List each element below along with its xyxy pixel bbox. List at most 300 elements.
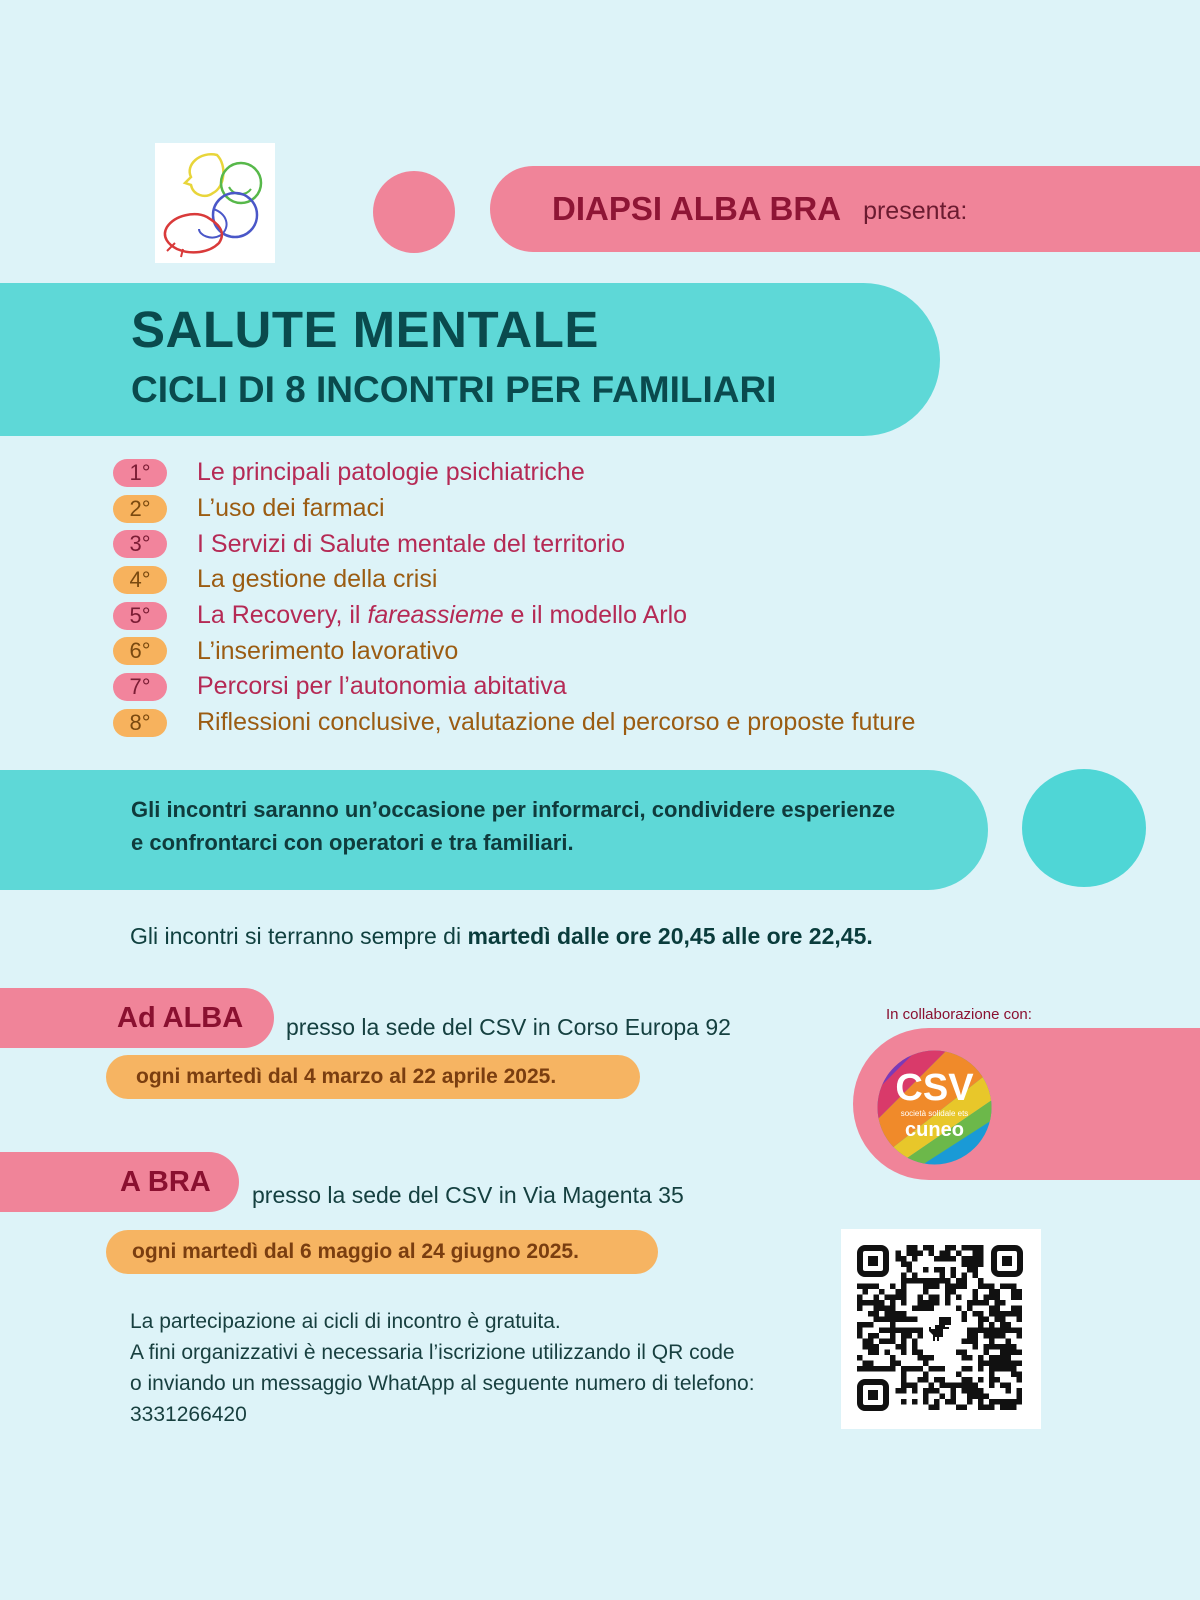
qr-module — [1017, 1388, 1023, 1394]
qr-module — [989, 1366, 995, 1372]
qr-module — [1011, 1361, 1017, 1367]
topic-text-start: La Recovery, il — [197, 601, 368, 630]
qr-module — [874, 1300, 880, 1306]
qr-module — [978, 1251, 984, 1257]
topic-badge: 4° — [113, 566, 167, 594]
qr-module — [923, 1300, 929, 1306]
qr-module — [907, 1267, 913, 1273]
qr-module — [934, 1388, 940, 1394]
faces-logo-icon — [155, 143, 275, 263]
presenta-banner — [490, 166, 1200, 252]
info-line: Gli incontri saranno un’occasione per informarci, condividere esperienze — [131, 797, 896, 822]
qr-module — [863, 1322, 869, 1328]
qr-module — [945, 1295, 951, 1301]
qr-module — [907, 1245, 913, 1251]
qr-module — [967, 1267, 973, 1273]
qr-module — [896, 1289, 902, 1295]
qr-module — [912, 1306, 918, 1312]
alba-tab — [0, 988, 274, 1048]
qr-module — [912, 1278, 918, 1284]
qr-module — [885, 1366, 891, 1372]
qr-module — [962, 1284, 968, 1290]
topic-text: Percorsi per l’autonomia abitativa — [197, 672, 567, 701]
qr-module — [901, 1388, 907, 1394]
qr-module — [940, 1256, 946, 1262]
qr-module — [912, 1245, 918, 1251]
qr-module — [984, 1394, 990, 1400]
qr-module — [890, 1284, 896, 1290]
qr-module — [929, 1306, 935, 1312]
qr-module — [890, 1366, 896, 1372]
qr-module — [989, 1289, 995, 1295]
qr-module — [962, 1278, 968, 1284]
qr-module — [863, 1361, 869, 1367]
qr-module — [918, 1278, 924, 1284]
qr-module — [995, 1289, 1001, 1295]
qr-module — [989, 1295, 995, 1301]
qr-module — [885, 1311, 891, 1317]
qr-module — [912, 1317, 918, 1323]
qr-module — [896, 1317, 902, 1323]
qr-module — [868, 1366, 874, 1372]
qr-module — [945, 1383, 951, 1389]
qr-module — [1006, 1405, 1012, 1411]
qr-module — [951, 1284, 957, 1290]
qr-module — [1011, 1328, 1017, 1334]
qr-module — [868, 1361, 874, 1367]
qr-module — [907, 1328, 913, 1334]
qr-module — [1006, 1388, 1012, 1394]
qr-module — [984, 1284, 990, 1290]
topic-text-emphasis: fareassieme — [367, 601, 504, 630]
qr-module — [1017, 1328, 1023, 1334]
qr-module — [989, 1322, 995, 1328]
topic-badge: 5° — [113, 602, 167, 630]
qr-module — [874, 1366, 880, 1372]
qr-module — [951, 1383, 957, 1389]
qr-module — [995, 1317, 1001, 1323]
qr-module — [896, 1344, 902, 1350]
qr-module — [978, 1366, 984, 1372]
qr-module — [874, 1344, 880, 1350]
qr-module — [890, 1361, 896, 1367]
qr-module — [890, 1355, 896, 1361]
qr-module — [962, 1383, 968, 1389]
qr-module — [890, 1328, 896, 1334]
qr-module — [901, 1344, 907, 1350]
qr-module — [951, 1388, 957, 1394]
qr-module — [973, 1256, 979, 1262]
qr-module — [989, 1339, 995, 1345]
qr-module — [940, 1366, 946, 1372]
qr-code-icon[interactable] — [841, 1229, 1041, 1429]
qr-module — [1011, 1399, 1017, 1405]
qr-module — [879, 1366, 885, 1372]
qr-module — [989, 1284, 995, 1290]
qr-module — [973, 1295, 979, 1301]
qr-module — [978, 1405, 984, 1411]
qr-module — [945, 1284, 951, 1290]
qr-module — [1000, 1328, 1006, 1334]
csv-cuneo-logo-icon — [877, 1050, 992, 1165]
qr-module — [989, 1328, 995, 1334]
qr-module — [989, 1361, 995, 1367]
page-title: SALUTE MENTALE — [131, 301, 599, 358]
bra-dates: ogni martedì dal 6 maggio al 24 giugno 2025. — [132, 1240, 579, 1263]
qr-module — [901, 1300, 907, 1306]
qr-module — [940, 1267, 946, 1273]
qr-module — [923, 1355, 929, 1361]
qr-module — [863, 1339, 869, 1345]
qr-module — [879, 1317, 885, 1323]
qr-module — [868, 1322, 874, 1328]
qr-module — [962, 1339, 968, 1345]
qr-module — [978, 1322, 984, 1328]
qr-module — [1000, 1366, 1006, 1372]
qr-module — [918, 1350, 924, 1356]
qr-module — [885, 1339, 891, 1345]
qr-module — [989, 1333, 995, 1339]
qr-module — [967, 1300, 973, 1306]
qr-module — [962, 1377, 968, 1383]
qr-module — [978, 1278, 984, 1284]
qr-module — [1006, 1322, 1012, 1328]
qr-module — [940, 1273, 946, 1279]
bra-tab — [0, 1152, 239, 1212]
topic-text: Le principali patologie psichiatriche — [197, 458, 585, 487]
qr-module — [918, 1366, 924, 1372]
qr-module — [978, 1311, 984, 1317]
qr-module — [1000, 1361, 1006, 1367]
qr-module — [863, 1366, 869, 1372]
qr-module — [995, 1361, 1001, 1367]
qr-module — [901, 1289, 907, 1295]
footer-line: A fini organizzativi è necessaria l’iscrizione utilizzando il QR code — [130, 1341, 735, 1364]
qr-module — [1006, 1355, 1012, 1361]
qr-module — [962, 1388, 968, 1394]
qr-module — [857, 1333, 863, 1339]
qr-module — [890, 1300, 896, 1306]
qr-module — [1017, 1350, 1023, 1356]
qr-module — [973, 1333, 979, 1339]
bra-label: A BRA — [120, 1165, 211, 1198]
qr-module — [912, 1344, 918, 1350]
qr-module — [973, 1394, 979, 1400]
qr-module — [912, 1388, 918, 1394]
qr-module — [1006, 1366, 1012, 1372]
qr-module — [863, 1300, 869, 1306]
qr-module — [901, 1284, 907, 1290]
qr-module — [923, 1267, 929, 1273]
qr-module — [967, 1383, 973, 1389]
qr-module — [929, 1383, 935, 1389]
qr-module — [1011, 1344, 1017, 1350]
qr-module — [967, 1333, 973, 1339]
qr-module — [929, 1251, 935, 1257]
qr-module — [1011, 1306, 1017, 1312]
schedule-time: martedì dalle ore 20,45 alle ore 22,45. — [467, 923, 873, 949]
qr-module — [989, 1377, 995, 1383]
qr-module — [863, 1344, 869, 1350]
qr-module — [912, 1256, 918, 1262]
qr-module — [934, 1278, 940, 1284]
qr-module — [1017, 1295, 1023, 1301]
topic-badge: 2° — [113, 495, 167, 523]
qr-module — [956, 1350, 962, 1356]
qr-module — [901, 1399, 907, 1405]
qr-module — [868, 1300, 874, 1306]
qr-module — [912, 1273, 918, 1279]
topic-badge: 8° — [113, 709, 167, 737]
qr-module — [973, 1344, 979, 1350]
qr-module — [995, 1366, 1001, 1372]
alba-dates-badge — [106, 1055, 640, 1099]
qr-module — [967, 1328, 973, 1334]
decorative-pink-dot — [373, 171, 455, 253]
qr-module — [962, 1245, 968, 1251]
topic-text — [197, 601, 687, 630]
qr-module — [978, 1262, 984, 1268]
qr-module — [907, 1262, 913, 1268]
qr-module — [874, 1284, 880, 1290]
qr-module — [874, 1306, 880, 1312]
qr-module — [929, 1245, 935, 1251]
qr-module — [984, 1333, 990, 1339]
qr-module — [868, 1284, 874, 1290]
page-subtitle: CICLI DI 8 INCONTRI PER FAMILIARI — [131, 369, 777, 410]
qr-module — [967, 1355, 973, 1361]
qr-module — [978, 1399, 984, 1405]
qr-module — [901, 1333, 907, 1339]
qr-module — [901, 1377, 907, 1383]
qr-module — [934, 1405, 940, 1411]
topics-list — [113, 455, 1113, 741]
qr-module — [995, 1344, 1001, 1350]
list-item — [113, 491, 1113, 527]
qr-module — [901, 1383, 907, 1389]
qr-module — [901, 1262, 907, 1268]
topic-badge: 1° — [113, 459, 167, 487]
qr-module — [907, 1317, 913, 1323]
qr-module — [973, 1245, 979, 1251]
qr-module — [857, 1366, 863, 1372]
qr-module — [1000, 1350, 1006, 1356]
qr-module — [989, 1344, 995, 1350]
topic-text: La gestione della crisi — [197, 565, 438, 594]
qr-module — [951, 1394, 957, 1400]
qr-module — [1000, 1284, 1006, 1290]
qr-module — [1011, 1311, 1017, 1317]
qr-module — [896, 1256, 902, 1262]
qr-module — [929, 1355, 935, 1361]
qr-module — [923, 1245, 929, 1251]
qr-module — [901, 1317, 907, 1323]
qr-module — [973, 1267, 979, 1273]
qr-module — [879, 1328, 885, 1334]
qr-module — [857, 1300, 863, 1306]
qr-module — [1006, 1399, 1012, 1405]
qr-module — [951, 1399, 957, 1405]
qr-module — [1006, 1328, 1012, 1334]
qr-module — [995, 1377, 1001, 1383]
qr-module — [901, 1366, 907, 1372]
qr-module — [984, 1300, 990, 1306]
qr-module — [973, 1328, 979, 1334]
qr-module — [896, 1295, 902, 1301]
qr-module — [995, 1355, 1001, 1361]
qr-module — [951, 1267, 957, 1273]
qr-module — [1017, 1372, 1023, 1378]
qr-module — [901, 1350, 907, 1356]
qr-module — [989, 1383, 995, 1389]
qr-module — [934, 1399, 940, 1405]
qr-module — [874, 1333, 880, 1339]
qr-module — [940, 1377, 946, 1383]
qr-module — [978, 1300, 984, 1306]
qr-module — [995, 1295, 1001, 1301]
qr-module — [978, 1355, 984, 1361]
qr-module — [1000, 1322, 1006, 1328]
qr-module — [912, 1350, 918, 1356]
qr-module — [857, 1306, 863, 1312]
qr-module — [885, 1317, 891, 1323]
qr-module — [951, 1245, 957, 1251]
qr-module — [901, 1273, 907, 1279]
qr-module — [1006, 1344, 1012, 1350]
qr-module — [907, 1366, 913, 1372]
qr-module — [978, 1328, 984, 1334]
qr-module — [956, 1278, 962, 1284]
alba-label: Ad ALBA — [117, 1001, 244, 1034]
qr-module — [967, 1245, 973, 1251]
qr-module — [951, 1256, 957, 1262]
qr-module — [956, 1405, 962, 1411]
bra-venue: presso la sede del CSV in Via Magenta 35 — [252, 1182, 684, 1208]
registration-info — [130, 1306, 755, 1430]
qr-module — [868, 1344, 874, 1350]
qr-module — [918, 1328, 924, 1334]
qr-module — [967, 1366, 973, 1372]
qr-module — [923, 1394, 929, 1400]
qr-module — [918, 1333, 924, 1339]
qr-module — [989, 1405, 995, 1411]
qr-module — [918, 1306, 924, 1312]
list-item — [113, 562, 1113, 598]
qr-module — [901, 1372, 907, 1378]
qr-module — [989, 1306, 995, 1312]
qr-module — [995, 1399, 1001, 1405]
qr-module — [1006, 1383, 1012, 1389]
qr-module — [1011, 1284, 1017, 1290]
phone-number: 3331266420 — [130, 1403, 247, 1426]
qr-module — [885, 1350, 891, 1356]
qr-module — [896, 1251, 902, 1257]
qr-module — [907, 1278, 913, 1284]
qr-module — [978, 1361, 984, 1367]
qr-module — [956, 1383, 962, 1389]
qr-module — [1000, 1355, 1006, 1361]
qr-module — [973, 1300, 979, 1306]
qr-module — [984, 1361, 990, 1367]
footer-line: o inviando un messaggio WhatApp al seguente numero di telefono: — [130, 1372, 755, 1395]
qr-module — [923, 1388, 929, 1394]
qr-module — [984, 1295, 990, 1301]
qr-module — [984, 1344, 990, 1350]
qr-module — [1006, 1350, 1012, 1356]
qr-module — [912, 1339, 918, 1345]
qr-module — [989, 1372, 995, 1378]
list-item — [113, 598, 1113, 634]
qr-module — [885, 1328, 891, 1334]
qr-module — [918, 1355, 924, 1361]
qr-module — [940, 1278, 946, 1284]
qr-module — [962, 1256, 968, 1262]
qr-module — [962, 1405, 968, 1411]
qr-module — [945, 1256, 951, 1262]
list-item — [113, 669, 1113, 705]
qr-module — [901, 1328, 907, 1334]
qr-module — [995, 1306, 1001, 1312]
qr-module — [945, 1278, 951, 1284]
qr-module — [874, 1311, 880, 1317]
qr-module — [995, 1300, 1001, 1306]
qr-module — [1000, 1317, 1006, 1323]
qr-module — [912, 1399, 918, 1405]
qr-module — [896, 1361, 902, 1367]
qr-module — [978, 1245, 984, 1251]
qr-module — [1011, 1289, 1017, 1295]
topic-text: Riflessioni conclusive, valutazione del percorso e proposte future — [197, 708, 916, 737]
qr-module — [1006, 1284, 1012, 1290]
qr-module — [1017, 1317, 1023, 1323]
topic-badge: 3° — [113, 530, 167, 558]
qr-module — [929, 1366, 935, 1372]
list-item — [113, 633, 1113, 669]
qr-module — [967, 1306, 973, 1312]
qr-module — [967, 1394, 973, 1400]
decorative-teal-dot — [1022, 769, 1146, 887]
topic-text: I Servizi di Salute mentale del territorio — [197, 529, 625, 558]
qr-module — [923, 1377, 929, 1383]
list-item — [113, 526, 1113, 562]
qr-module — [1017, 1333, 1023, 1339]
qr-module — [945, 1300, 951, 1306]
qr-module — [978, 1394, 984, 1400]
qr-module — [978, 1284, 984, 1290]
qr-module — [995, 1311, 1001, 1317]
qr-module — [934, 1267, 940, 1273]
qr-module — [973, 1289, 979, 1295]
qr-module — [1017, 1311, 1023, 1317]
info-text — [131, 793, 951, 859]
qr-module — [879, 1289, 885, 1295]
qr-module — [978, 1377, 984, 1383]
qr-module — [1000, 1399, 1006, 1405]
qr-module — [956, 1295, 962, 1301]
qr-module — [890, 1311, 896, 1317]
qr-module — [1017, 1399, 1023, 1405]
qr-module — [868, 1350, 874, 1356]
qr-module — [967, 1262, 973, 1268]
qr-module — [857, 1355, 863, 1361]
qr-module — [1006, 1339, 1012, 1345]
csv-logo-text: CSV — [895, 1067, 974, 1109]
qr-module — [923, 1306, 929, 1312]
qr-module — [901, 1311, 907, 1317]
qr-module — [978, 1317, 984, 1323]
bra-dates-badge — [106, 1230, 658, 1274]
qr-module — [912, 1366, 918, 1372]
